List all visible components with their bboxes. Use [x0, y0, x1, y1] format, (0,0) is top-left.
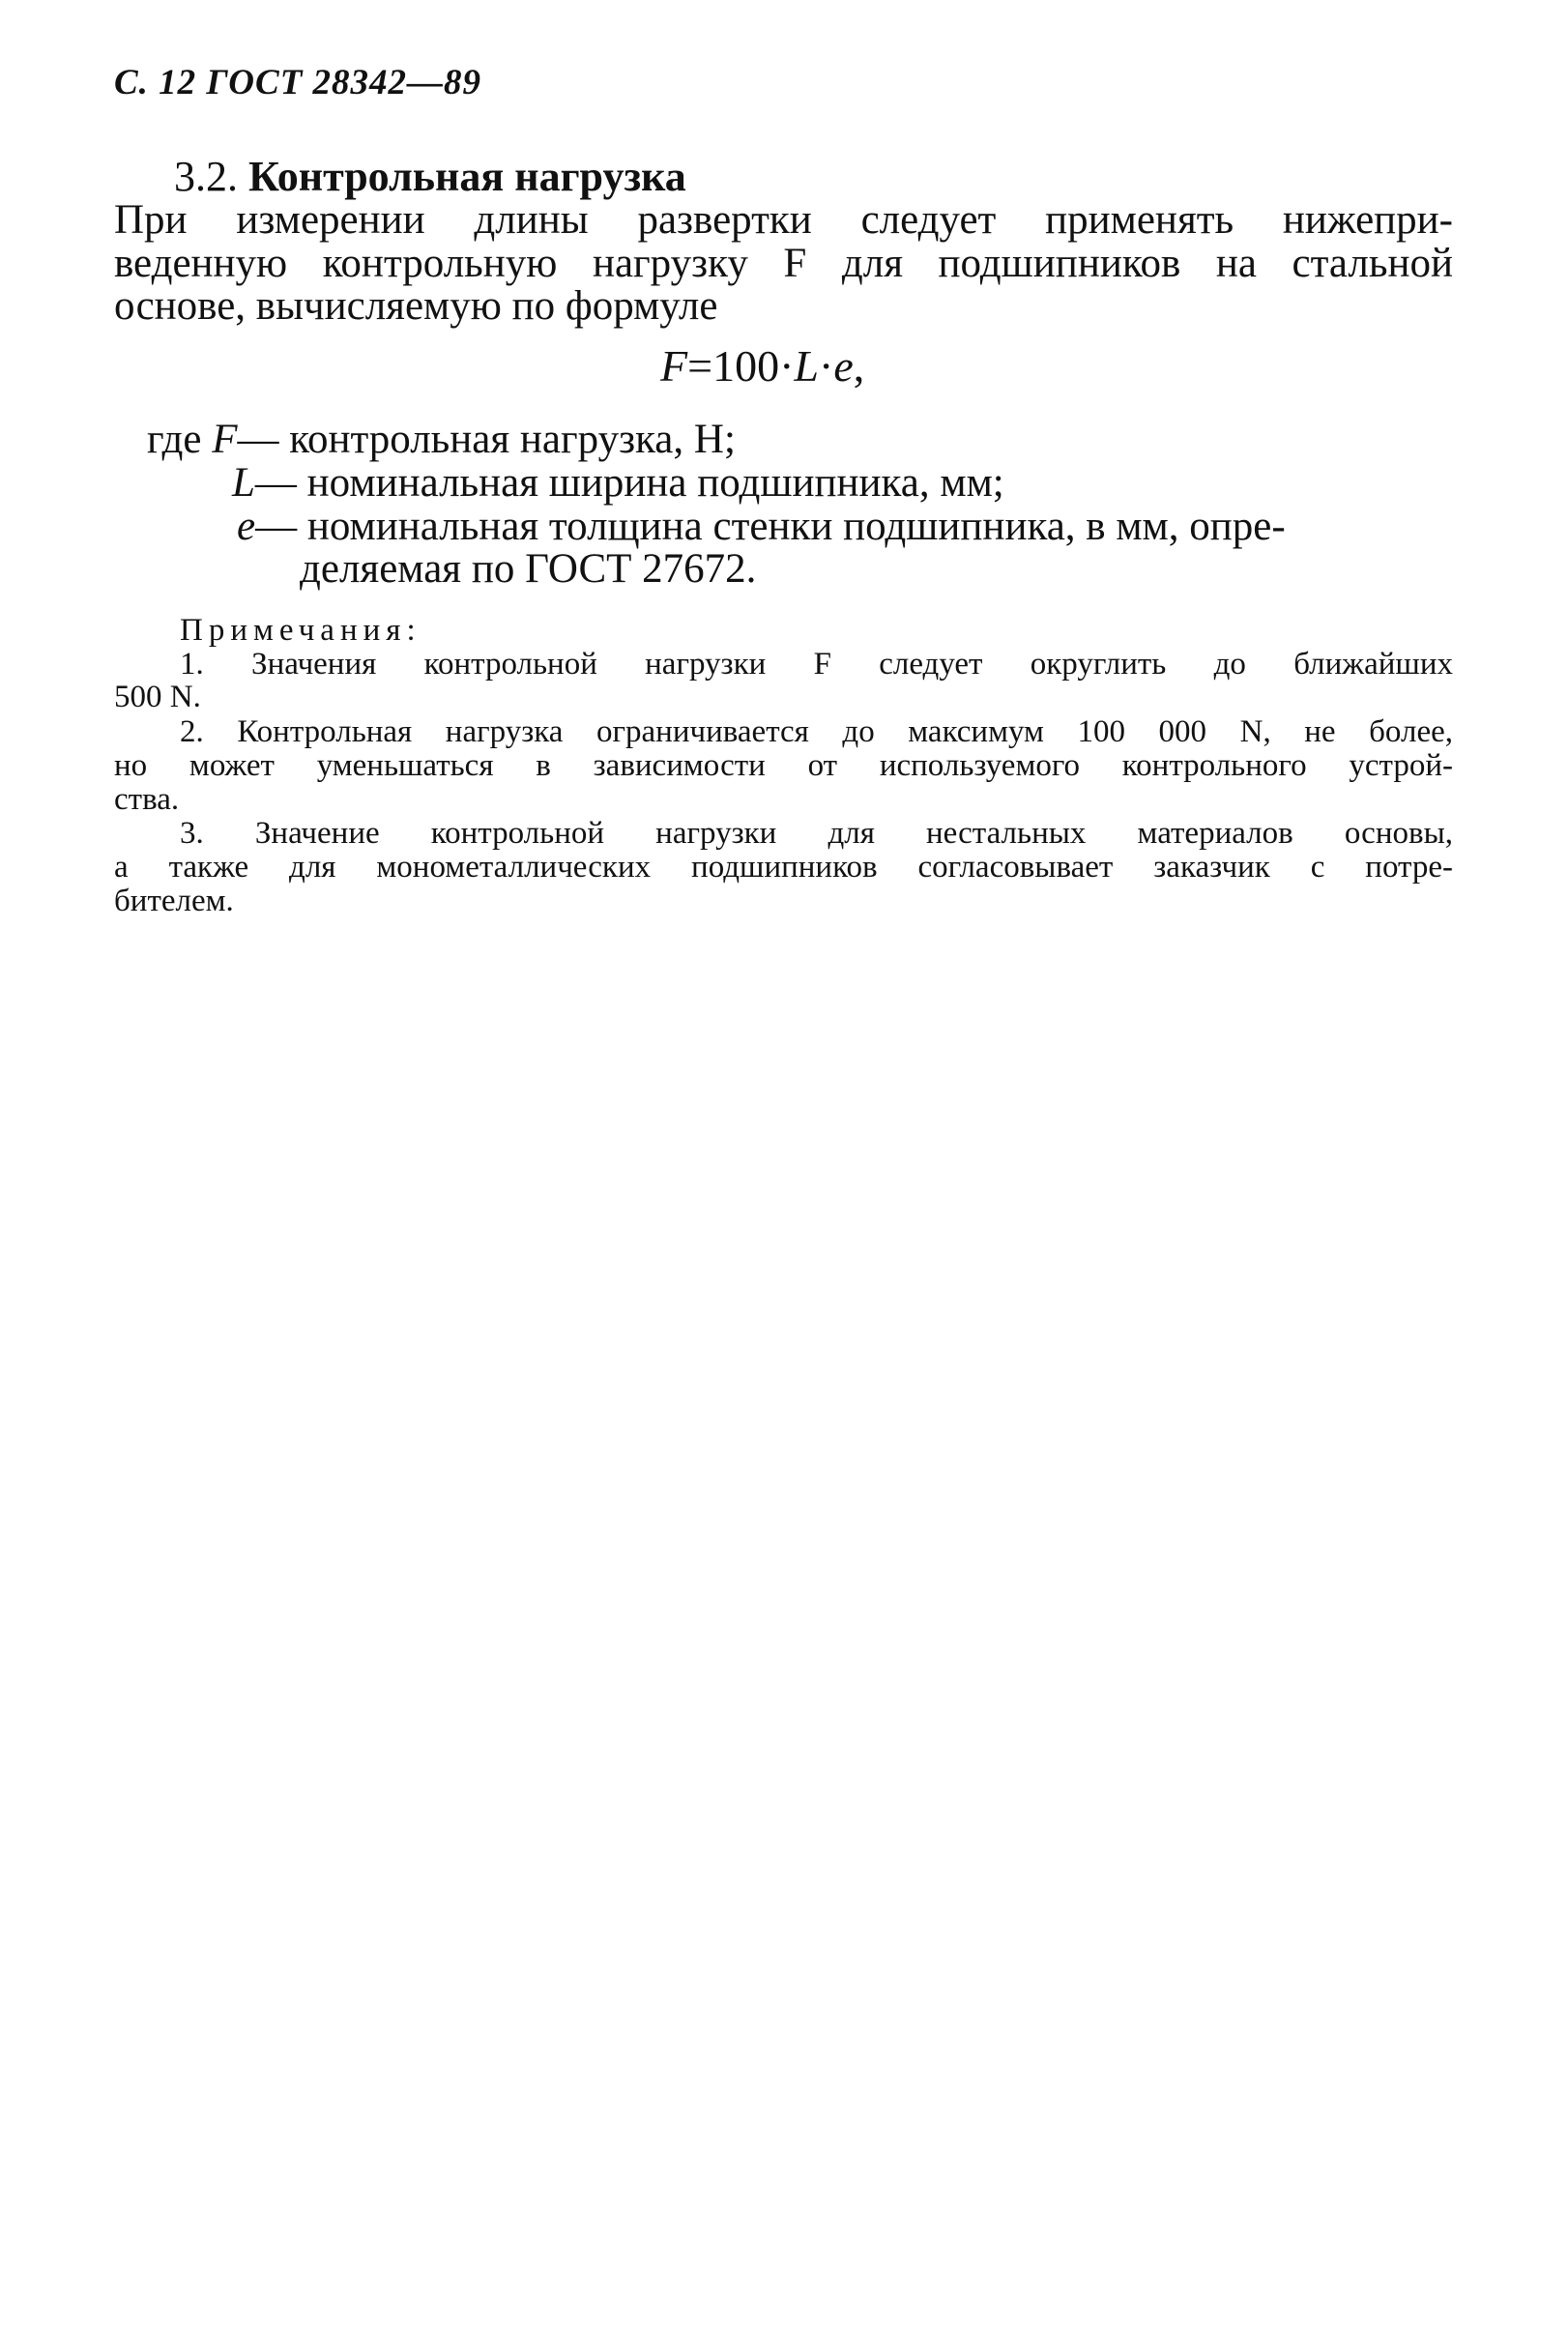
where-text-l: — номинальная ширина подшипника, мм;: [254, 460, 1004, 506]
formula-tail: ,: [853, 341, 865, 391]
where-row-l: [232, 461, 1004, 505]
section-title: Контрольная нагрузка: [248, 153, 686, 200]
where-text-e: — номинальная толщина стенки подшипника, в мм, опре-: [255, 504, 1286, 549]
formula-lhs: F: [660, 341, 688, 391]
note-line-6: 3. Значение контрольной нагрузки для нестальных материалов основы,: [180, 816, 1453, 851]
notes-heading: Примечания:: [180, 613, 421, 648]
where-continuation: деляемая по ГОСТ 27672.: [300, 546, 757, 592]
note-line-8: бителем.: [114, 884, 234, 918]
formula-equals: =: [687, 341, 713, 391]
paragraph-line-2: веденную контрольную нагрузку F для подшипников на стальной: [114, 241, 1453, 286]
where-symbol-e: e: [237, 504, 256, 549]
note-line-5: ства.: [114, 782, 180, 817]
section-number: 3.2.: [174, 153, 238, 200]
where-intro: где: [147, 417, 202, 462]
formula-coefficient: 100·: [712, 341, 795, 391]
where-symbol-l: L: [232, 460, 255, 506]
note-line-1: 1. Значения контрольной нагрузки F следует округлить до ближайших: [180, 647, 1453, 682]
where-text-f: — контрольная нагрузка, Н;: [237, 417, 736, 462]
where-symbol-f: F: [212, 417, 238, 462]
note-line-4: но может уменьшаться в зависимости от используемого контрольного устрой-: [114, 748, 1453, 783]
section-heading: [174, 152, 686, 201]
where-row-f: [147, 418, 736, 461]
running-head: С. 12 ГОСТ 28342—89: [114, 63, 482, 102]
paragraph-line-1: При измерении длины развертки следует применять нижепри-: [114, 197, 1453, 243]
note-line-2: 500 N.: [114, 680, 201, 714]
note-line-7: а также для монометаллических подшипников согласовывает заказчик с потре-: [114, 850, 1453, 885]
formula-var-l: L: [794, 341, 819, 391]
formula-var-e: e: [833, 341, 854, 391]
paragraph-line-3: основе, вычисляемую по формуле: [114, 283, 718, 329]
formula-dot: ·: [818, 341, 834, 391]
note-line-3: 2. Контрольная нагрузка ограничивается до максимум 100 000 N, не более,: [180, 714, 1453, 749]
where-row-e: [237, 505, 1286, 548]
formula: [660, 340, 864, 392]
